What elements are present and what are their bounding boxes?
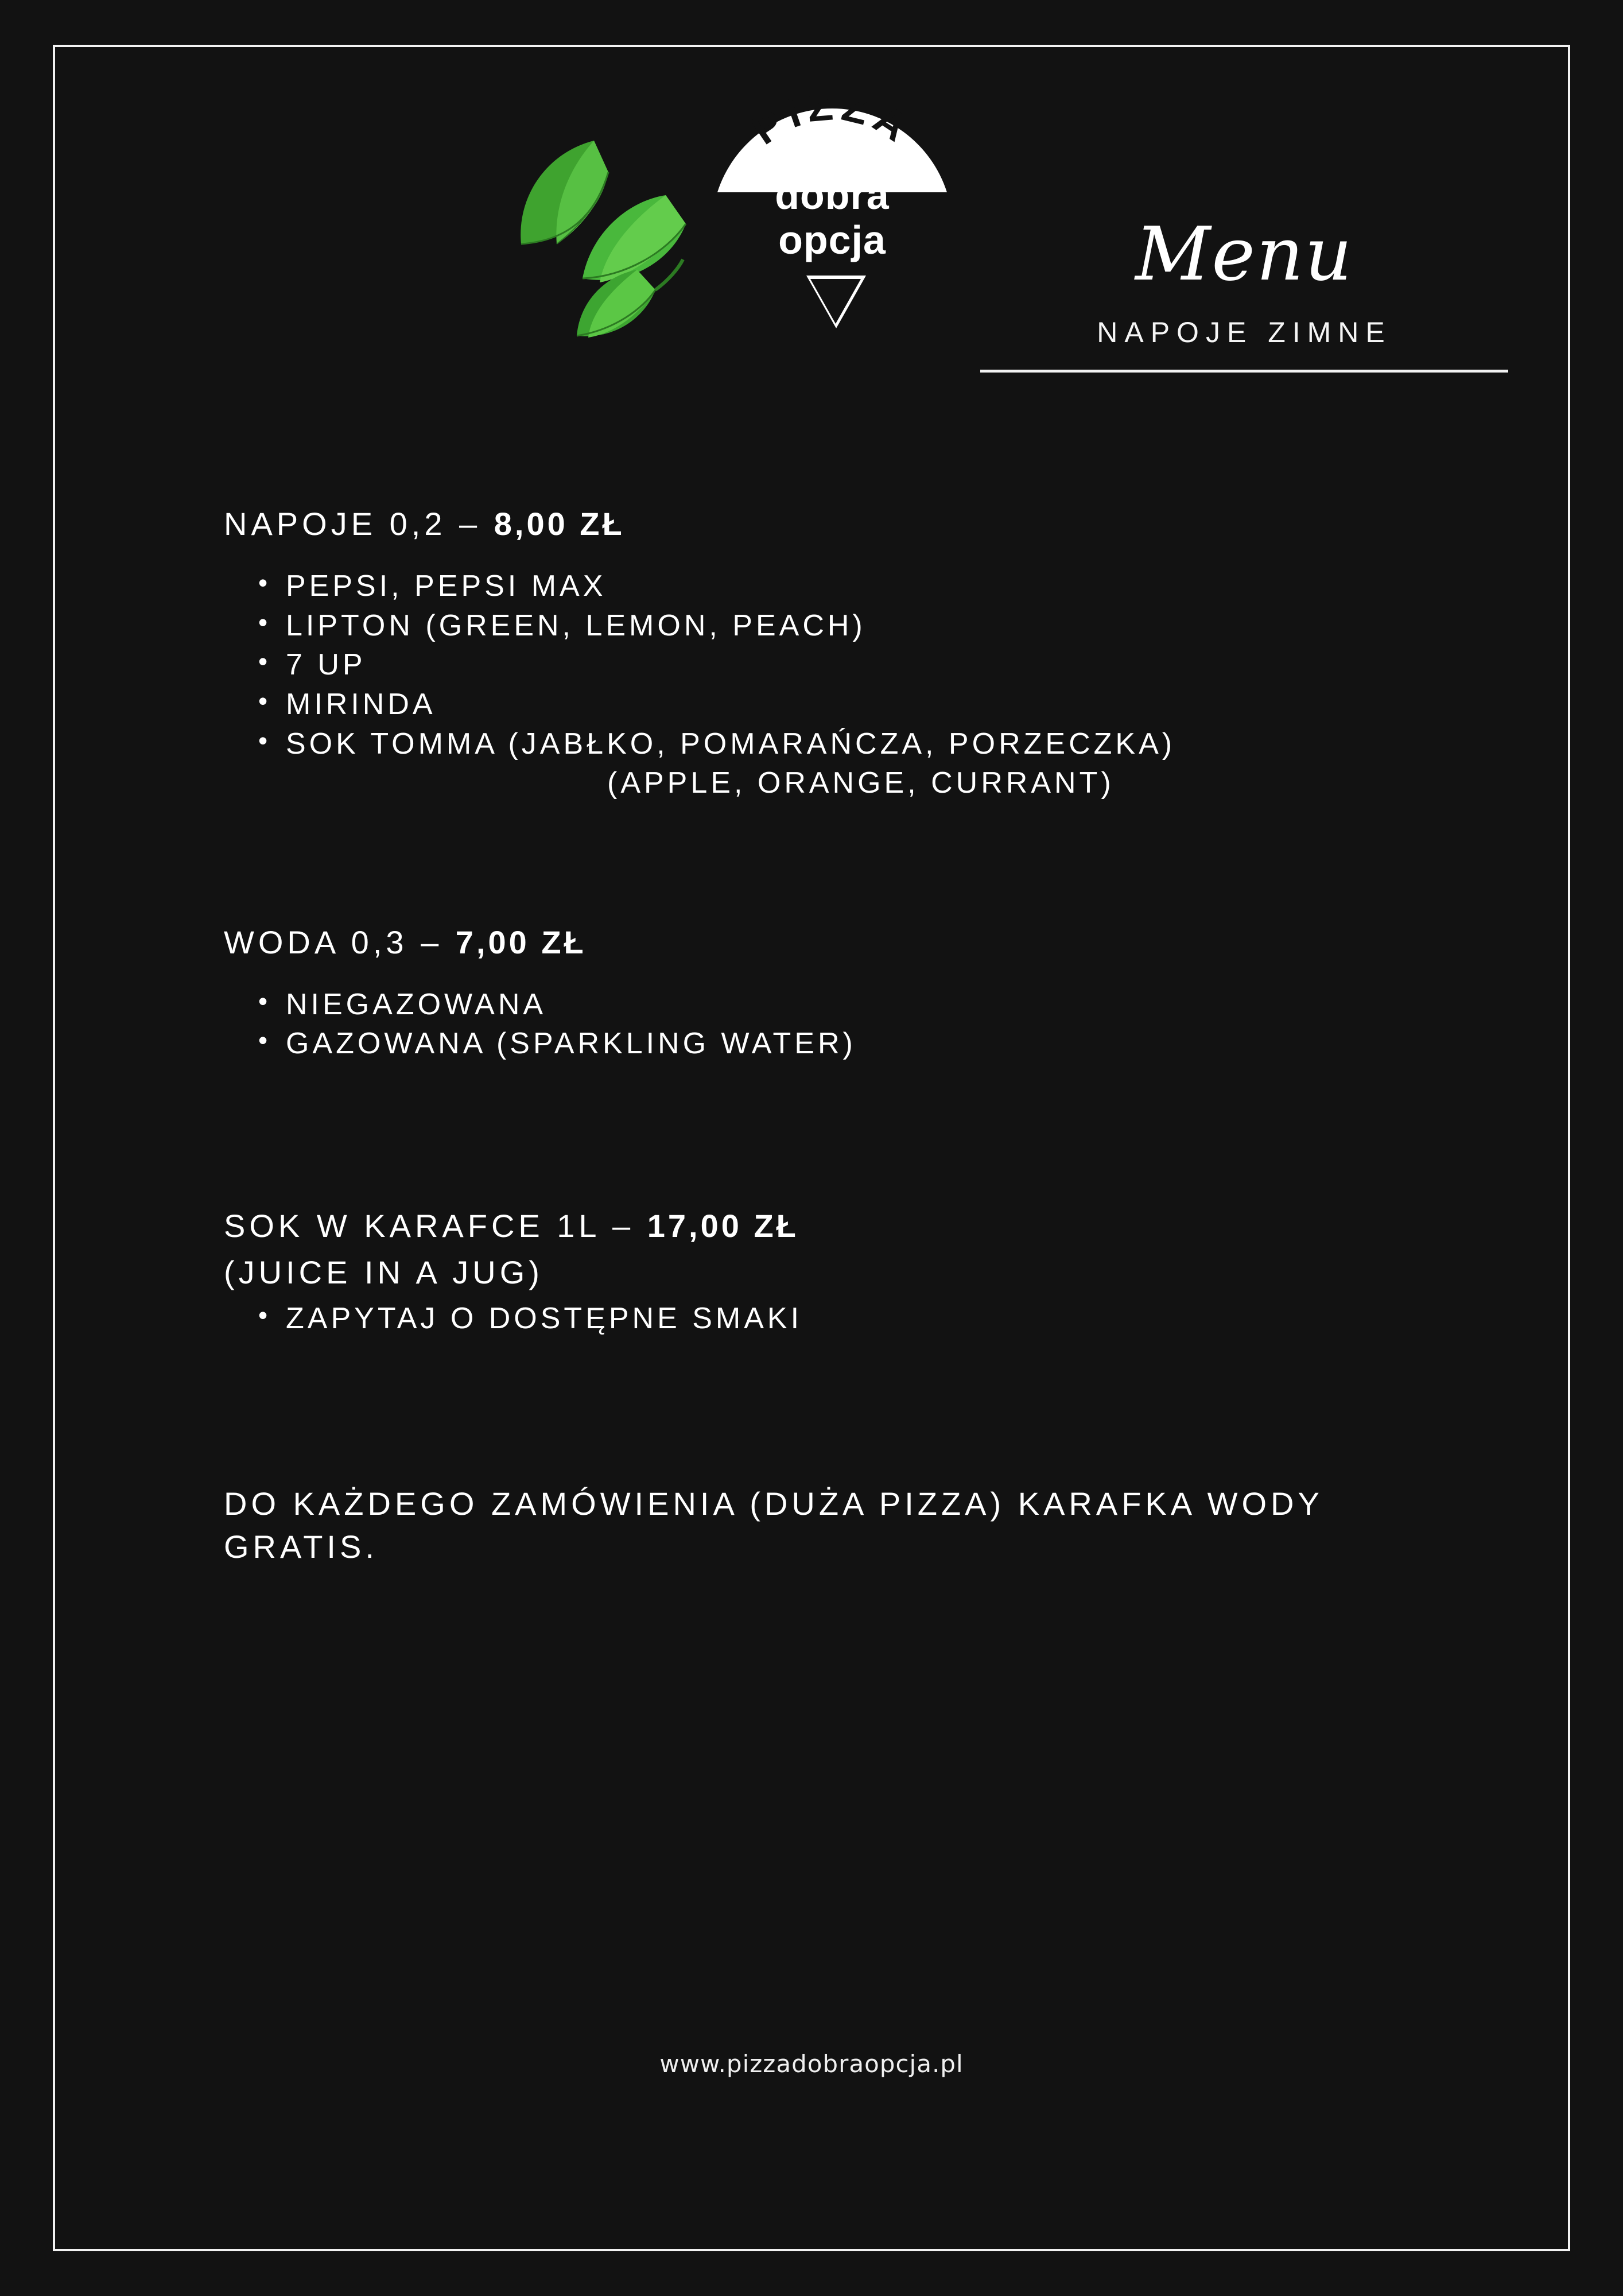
- menu-subtitle: NAPOJE ZIMNE: [1097, 316, 1392, 348]
- section-item-list: [224, 985, 1446, 1064]
- section-price: 17,00 ZŁ: [647, 1208, 799, 1244]
- section-heading-text: WODA 0,3 –: [224, 924, 456, 960]
- list-item: [258, 606, 1446, 646]
- section-item-list: [224, 1299, 1446, 1339]
- section-napoje: [224, 505, 1446, 803]
- item-label: NIEGAZOWANA: [286, 987, 547, 1021]
- list-item: [258, 985, 1446, 1025]
- logo-word-dobra: dobra: [775, 173, 890, 218]
- section-item-list: [224, 567, 1446, 803]
- item-translation: (APPLE, ORANGE, CURRANT): [607, 766, 1115, 800]
- item-label: SOK TOMMA (JABŁKO, POMARAŃCZA, PORZECZKA): [286, 727, 1176, 761]
- list-item: [258, 1299, 1446, 1339]
- logo-word-opcja: opcja: [778, 218, 886, 262]
- section-price: 8,00 ZŁ: [494, 506, 625, 542]
- spacer: [224, 803, 1446, 924]
- spacer: [224, 1064, 1446, 1207]
- section-subheading: (JUICE IN A JUG): [224, 1254, 543, 1290]
- item-label: ZAPYTAJ O DOSTĘPNE SMAKI: [286, 1302, 803, 1335]
- menu-title-block: [980, 212, 1508, 373]
- list-item: [258, 685, 1446, 724]
- section-heading: [224, 505, 1446, 542]
- spacer: [224, 1339, 1446, 1482]
- svg-text:PIZZA: PIZZA: [743, 86, 921, 154]
- item-label: 7 UP: [286, 648, 366, 682]
- section-heading: [224, 1207, 1446, 1244]
- menu-content: [224, 505, 1446, 1569]
- title-divider: [980, 370, 1508, 373]
- list-item: [258, 645, 1446, 685]
- section-woda: [224, 924, 1446, 1064]
- section-sok-w-karafce: [224, 1207, 1446, 1339]
- section-heading-text: NAPOJE 0,2 –: [224, 506, 494, 542]
- list-item: [258, 1024, 1446, 1064]
- item-label: LIPTON (GREEN, LEMON, PEACH): [286, 608, 866, 642]
- pizza-slice-inner: [810, 279, 861, 324]
- item-label: MIRINDA: [286, 687, 436, 721]
- item-label: GAZOWANA (SPARKLING WATER): [286, 1027, 856, 1061]
- pizza-logo-mark: [677, 86, 964, 362]
- list-item: [258, 724, 1446, 803]
- section-heading: [224, 924, 1446, 961]
- brand-logo: [494, 69, 970, 356]
- list-item: [258, 567, 1446, 606]
- page-title: Menu: [1135, 212, 1353, 297]
- page-header: [0, 0, 1623, 471]
- website-footer: www.pizzadobraopcja.pl: [659, 2050, 964, 2078]
- free-water-note: DO KAŻDEGO ZAMÓWIENIA (DUŻA PIZZA) KARAFKA WODY GRATIS.: [224, 1485, 1323, 1565]
- section-heading-text: SOK W KARAFCE 1L –: [224, 1208, 647, 1244]
- section-price: 7,00 ZŁ: [455, 924, 587, 960]
- item-label: PEPSI, PEPSI MAX: [286, 569, 607, 603]
